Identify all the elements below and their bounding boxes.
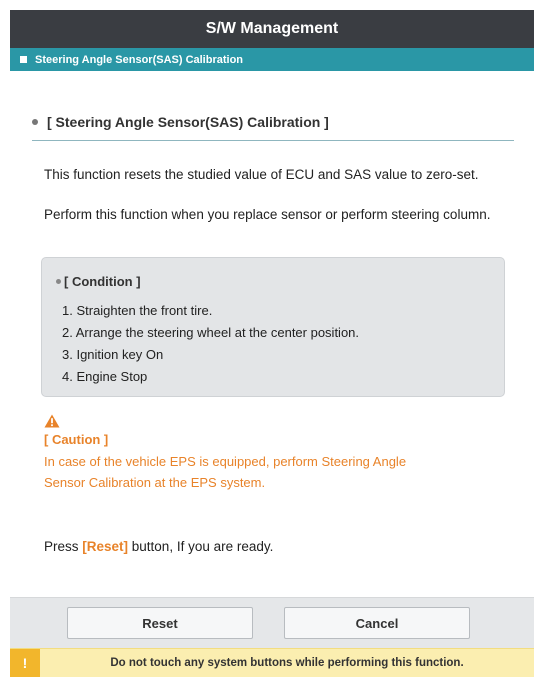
condition-item: 4. Engine Stop — [62, 369, 148, 384]
app-window — [10, 10, 534, 676]
section-title: [ Steering Angle Sensor(SAS) Calibration ] — [47, 114, 329, 130]
description-line-1: This function resets the studied value of ECU and SAS value to zero-set. — [44, 167, 479, 182]
main-content — [10, 71, 534, 597]
caution-text — [44, 451, 444, 493]
footer-warning-bar — [10, 648, 534, 677]
subheader-bar — [10, 48, 534, 71]
condition-title: [ Condition ] — [64, 274, 141, 289]
condition-item: 2. Arrange the steering wheel at the center position. — [62, 325, 360, 340]
square-bullet-icon — [20, 56, 27, 63]
caution-line-2: Sensor Calibration at the EPS system. — [44, 475, 266, 490]
caution-title: [ Caution ] — [44, 432, 109, 447]
window-title: S/W Management — [205, 20, 339, 37]
reset-button[interactable]: Reset — [67, 607, 253, 639]
section-header — [32, 114, 514, 141]
cancel-button[interactable]: Cancel — [284, 607, 470, 639]
bullet-dot-icon — [32, 119, 38, 125]
footer-warning-message: Do not touch any system buttons while performing this function. — [110, 657, 464, 669]
condition-list — [62, 300, 359, 388]
caution-line-1: In case of the vehicle EPS is equipped, perform Steering Angle — [44, 454, 407, 469]
condition-box — [41, 257, 505, 397]
button-bar — [10, 597, 534, 648]
condition-item: 1. Straighten the front tire. — [62, 303, 213, 318]
exclamation-icon: ! — [10, 649, 40, 677]
prompt-suffix: button, If you are ready. — [128, 539, 274, 554]
condition-item: 3. Ignition key On — [62, 347, 164, 362]
window-titlebar — [10, 10, 534, 48]
prompt-prefix: Press — [44, 539, 83, 554]
condition-header — [56, 274, 141, 289]
bullet-dot-icon — [56, 279, 61, 284]
ready-prompt — [44, 539, 273, 554]
description-line-2: Perform this function when you replace sensor or perform steering column. — [44, 207, 491, 222]
caution-block — [44, 414, 444, 493]
subheader-label: Steering Angle Sensor(SAS) Calibration — [35, 53, 244, 66]
warning-triangle-icon — [44, 414, 60, 428]
prompt-reset-highlight: [Reset] — [82, 539, 129, 554]
